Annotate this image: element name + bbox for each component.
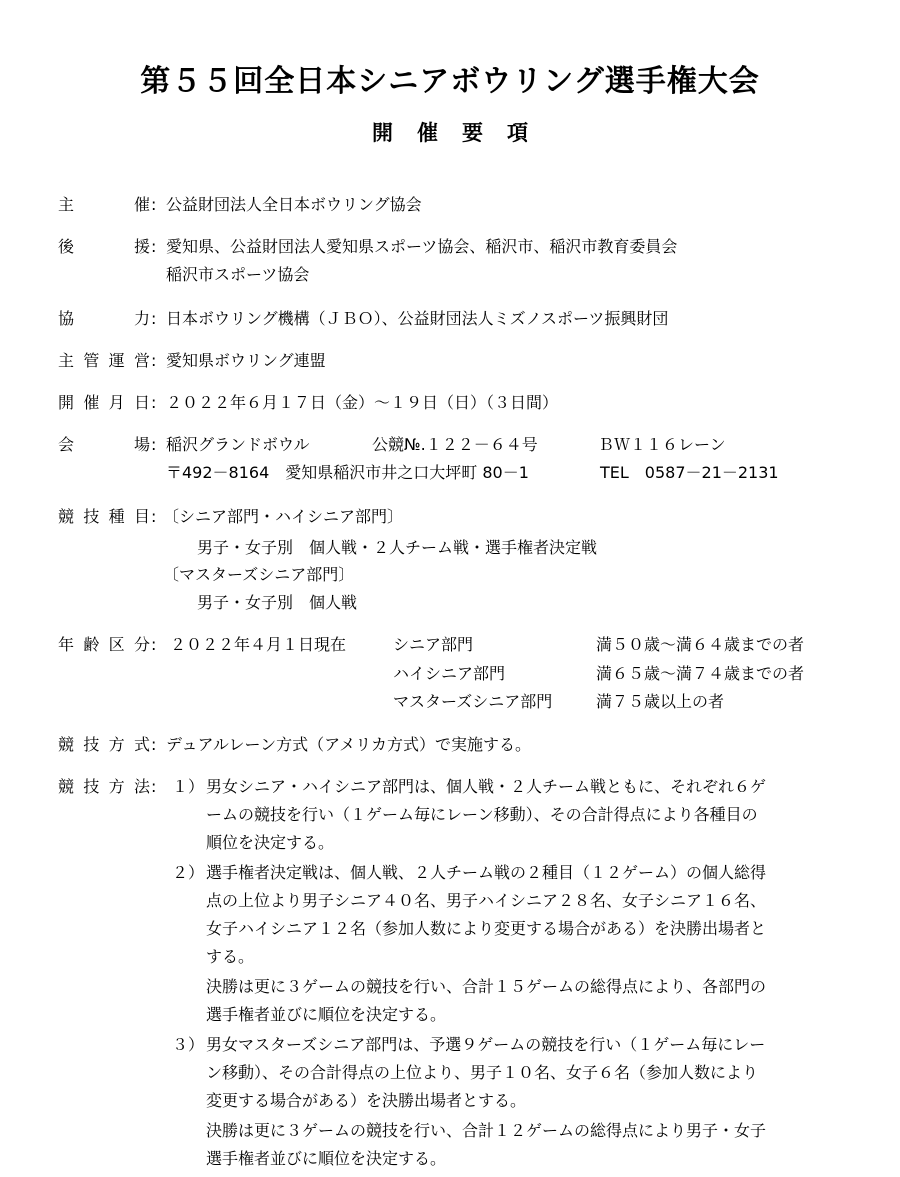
item-hoshiki <box>0 733 900 767</box>
colon: : <box>151 393 157 412</box>
item-kaisai <box>0 391 900 425</box>
method-3-line: ン移動）、その合計得点の上位より、男子１０名、女子６名（参加人数により <box>206 1063 759 1082</box>
text-koen-line2: 稲沢市スポーツ協会 <box>166 265 310 284</box>
method-3-number: ３） <box>172 1035 205 1054</box>
colon: : <box>151 735 157 754</box>
method-3-line: 決勝は更に３ゲームの競技を行い、合計１２ゲームの総得点により男子・女子 <box>206 1121 767 1140</box>
text-shusai: 公益財団法人全日本ボウリング協会 <box>166 195 422 214</box>
label-shukan: 主 管 運 営 <box>58 351 150 370</box>
method-2-line: 点の上位より男子シニア４０名、男子ハイシニア２８名、女子シニア１６名、 <box>206 891 767 910</box>
colon: : <box>151 435 157 454</box>
method-1-line: 男女シニア・ハイシニア部門は、個人戦・２人チーム戦ともに、それぞれ６ゲ <box>206 777 767 796</box>
colon: : <box>151 309 157 328</box>
method-1-line: 順位を決定する。 <box>206 833 335 852</box>
method-3-line: 変更する場合がある）を決勝出場者とする。 <box>206 1091 527 1110</box>
label-kaisai: 開 催 月 日 <box>58 393 150 412</box>
item-shumoku <box>0 505 900 612</box>
division-range: 満６５歳～満７４歳までの者 <box>596 664 805 683</box>
colon: : <box>151 195 157 214</box>
method-2-line: 女子ハイシニア１２名（参加人数により変更する場合がある）を決勝出場者と <box>206 919 767 938</box>
method-1-line: ームの競技を行い（１ゲーム毎にレーン移動）、その合計得点により各種目の <box>206 805 758 824</box>
method-2-line: 選手権者決定戦は、個人戦、２人チーム戦の２種目（１２ゲーム）の個人総得 <box>206 863 767 882</box>
label-hoshiki: 競 技 方 式 <box>58 735 150 754</box>
colon: : <box>151 635 157 654</box>
document-subtitle: 開催要項 <box>372 121 552 145</box>
method-1-number: １） <box>172 777 205 796</box>
label-kyoryoku: 協 力 <box>58 309 150 328</box>
label-hoho: 競 技 方 法 <box>58 777 150 796</box>
division-name: ハイシニア部門 <box>393 664 506 683</box>
label-shumoku: 競 技 種 目 <box>58 507 150 526</box>
venue-certification: 公競№.１２２－６４号 <box>372 435 538 454</box>
label-nenrei: 年 齢 区 分 <box>58 635 150 654</box>
text-kaisai: ２０２２年６月１７日（金）～１９日（日）（３日間） <box>166 393 559 412</box>
colon: : <box>151 237 157 256</box>
venue-lanes: ＢＷ１１６レーン <box>598 435 726 454</box>
venue-tel: TEL 0587－21－2131 <box>600 463 779 482</box>
method-2-line: 決勝は更に３ゲームの競技を行い、合計１５ゲームの総得点により、各部門の <box>206 977 767 996</box>
item-koen <box>0 235 900 284</box>
category-masters-detail: 男子・女子別 個人戦 <box>197 593 358 612</box>
method-3-line: 選手権者並びに順位を決定する。 <box>206 1149 447 1168</box>
category-senior-detail: 男子・女子別 個人戦・２人チーム戦・選手権者決定戦 <box>197 538 598 557</box>
item-shukan <box>0 349 900 383</box>
method-2-line: 選手権者並びに順位を決定する。 <box>206 1005 447 1024</box>
item-hoho <box>0 775 900 1168</box>
label-kaijo: 会 場 <box>58 435 150 454</box>
text-hoshiki: デュアルレーン方式（アメリカ方式）で実施する。 <box>166 735 532 754</box>
category-masters: 〔マスターズシニア部門〕 <box>163 565 355 584</box>
age-base-date: ２０２２年４月１日現在 <box>170 635 347 654</box>
text-koen-line1: 愛知県、公益財団法人愛知県スポーツ協会、稲沢市、稲沢市教育委員会 <box>166 237 678 256</box>
venue-name: 稲沢グランドボウル <box>166 435 310 454</box>
label-shusai: 主 催 <box>58 195 150 214</box>
document-title: 第５５回全日本シニアボウリング選手権大会 <box>140 64 760 99</box>
text-shukan: 愛知県ボウリング連盟 <box>166 351 326 370</box>
category-senior: 〔シニア部門・ハイシニア部門〕 <box>163 507 404 526</box>
colon: : <box>151 351 157 370</box>
division-name: シニア部門 <box>393 635 474 654</box>
item-kaijo <box>0 433 900 482</box>
colon: : <box>151 507 157 526</box>
method-3-line: 男女マスターズシニア部門は、予選９ゲームの競技を行い（１ゲーム毎にレー <box>206 1035 766 1054</box>
division-name: マスターズシニア部門 <box>393 692 553 711</box>
method-2-number: ２） <box>172 863 205 882</box>
division-range: 満７５歳以上の者 <box>596 692 725 711</box>
label-koen: 後 援 <box>58 237 150 256</box>
venue-address: 〒492－8164 愛知県稲沢市井之口大坪町 80－1 <box>166 463 529 482</box>
item-shusai <box>0 193 900 227</box>
text-kyoryoku: 日本ボウリング機構（ＪＢＯ）、公益財団法人ミズノスポーツ振興財団 <box>166 309 669 328</box>
method-2-line: する。 <box>206 947 255 966</box>
colon: : <box>151 777 157 796</box>
item-kyoryoku <box>0 307 900 341</box>
division-range: 満５０歳～満６４歳までの者 <box>596 635 805 654</box>
item-nenrei <box>0 633 900 711</box>
